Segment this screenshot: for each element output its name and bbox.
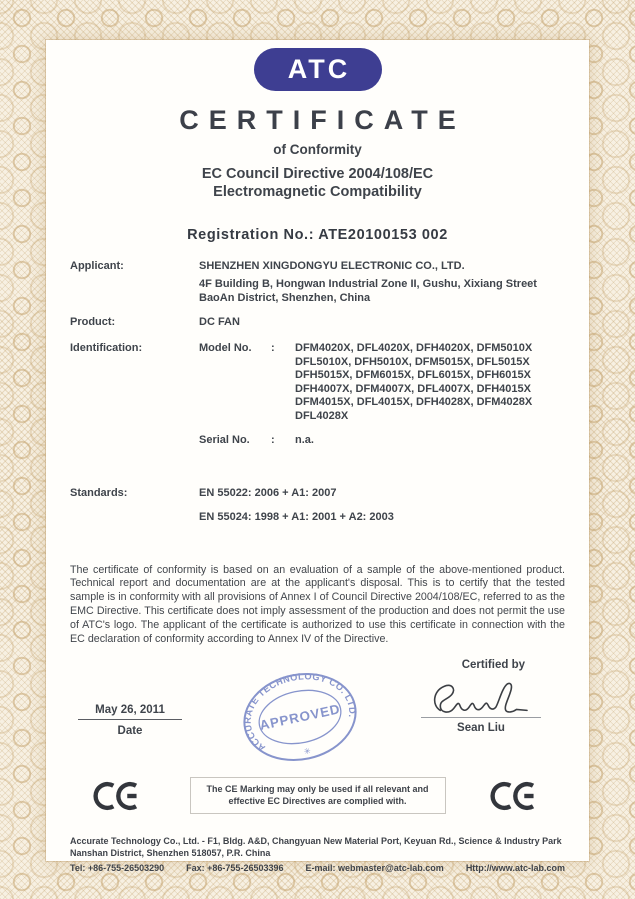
identification-label: Identification: bbox=[70, 342, 143, 354]
stamp-approved-text: APPROVED bbox=[258, 701, 342, 733]
declaration-paragraph: The certificate of conformity is based on an evaluation of a sample of the above-mentioned product. Technical report and documentation are at the applicant's disposal. This is to certify that the tested sample is in conformity with all provisions of Annex I of Council Directive 2004/108/EC, referred to as the EMC Directive. This certificate does not imply assessment of the production and does not permit the use of ATC's logo. The applicant of the certificate is authorized to use this certificate in connection with the EC declaration of conformity according to Annex IV of the Directive. bbox=[70, 563, 565, 646]
identification-value bbox=[199, 342, 565, 446]
applicant-row bbox=[70, 260, 565, 305]
certificate-fields bbox=[70, 260, 565, 523]
model-line: DFH5015X, DFM6015X, DFL6015X, DFH6015X bbox=[295, 369, 531, 382]
applicant-address-line2: BaoAn District, Shenzhen, China bbox=[199, 291, 371, 304]
directive-line: EC Council Directive 2004/108/EC bbox=[201, 166, 434, 182]
issuer-address-line2: Nanshan District, Shenzhen 518057, P.R. China bbox=[70, 847, 271, 858]
signer-name: Sean Liu bbox=[457, 722, 505, 734]
certificate-title: CERTIFICATE bbox=[179, 105, 466, 135]
issuer-address-line1: Accurate Technology Co., Ltd. - F1, Bldg. A&D, Changyuan New Material Port, Keyuan Rd., Science & Industry Park bbox=[70, 836, 562, 846]
certificate-subtitle: of Conformity bbox=[273, 142, 362, 157]
standard-line2: EN 55024: 1998 + A1: 2001 + A2: 2003 bbox=[199, 510, 394, 523]
applicant-name: SHENZHEN XINGDONGYU ELECTRONIC CO., LTD. bbox=[199, 260, 465, 272]
issuer-email: E-mail: webmaster@atc-lab.com bbox=[305, 863, 444, 873]
ce-mark-icon bbox=[489, 780, 543, 812]
serial-label: Serial No. bbox=[199, 433, 250, 446]
applicant-address bbox=[199, 278, 565, 305]
date-underline bbox=[78, 719, 182, 720]
sign-off-zone bbox=[70, 653, 565, 771]
standard-line1: EN 55022: 2006 + A1: 2007 bbox=[199, 486, 337, 499]
model-subrow bbox=[199, 342, 565, 424]
registration-number: Registration No.: ATE20100153 002 bbox=[187, 227, 448, 243]
product-label: Product: bbox=[70, 316, 116, 328]
model-label: Model No. bbox=[199, 342, 252, 354]
model-line: DFL4028X bbox=[295, 409, 349, 422]
issuer-contacts bbox=[70, 863, 565, 873]
standards-label: Standards: bbox=[70, 486, 128, 499]
applicant-value bbox=[199, 260, 565, 305]
model-line: DFM4015X, DFL4015X, DFH4028X, DFM4028X bbox=[295, 396, 533, 409]
applicant-label: Applicant: bbox=[70, 260, 124, 272]
ce-note-line1: The CE Marking may only be used if all relevant and bbox=[206, 784, 429, 794]
ce-row bbox=[70, 777, 565, 814]
signature-underline bbox=[421, 717, 541, 718]
product-value: DC FAN bbox=[199, 316, 240, 328]
applicant-address-line1: 4F Building B, Hongwan Industrial Zone II, Gushu, Xixiang Street bbox=[199, 278, 537, 290]
serial-subrow bbox=[199, 434, 565, 446]
model-line: DFH4007X, DFM4007X, DFL4007X, DFH4015X bbox=[295, 382, 531, 395]
standards-value bbox=[199, 487, 565, 523]
date-label: Date bbox=[117, 725, 143, 737]
standards-row bbox=[70, 487, 565, 523]
issuer-web: Http://www.atc-lab.com bbox=[465, 863, 565, 873]
issuer-footer bbox=[70, 836, 565, 873]
ce-mark-icon bbox=[92, 780, 146, 812]
atc-logo bbox=[254, 48, 382, 91]
certificate-paper bbox=[46, 40, 589, 873]
model-line: DFM4020X, DFL4020X, DFH4020X, DFM5010X bbox=[295, 342, 533, 354]
issuer-fax: Fax: +86-755-26503396 bbox=[186, 863, 284, 873]
approved-stamp bbox=[232, 660, 369, 775]
compatibility-line: Electromagnetic Compatibility bbox=[213, 184, 422, 200]
ce-note-line2: effective EC Directives are complied with. bbox=[228, 796, 407, 806]
date-block bbox=[78, 703, 182, 737]
model-line: DFL5010X, DFH5010X, DFM5015X, DFL5015X bbox=[295, 355, 530, 368]
stamp-star-icon: ✳ bbox=[302, 746, 312, 757]
atc-logo-text: ATC bbox=[287, 54, 351, 84]
signature-block bbox=[421, 675, 541, 734]
date-value: May 26, 2011 bbox=[95, 704, 165, 716]
model-numbers bbox=[295, 342, 532, 424]
identification-row bbox=[70, 342, 565, 446]
certified-by-label: Certified by bbox=[461, 659, 525, 671]
ce-note-box bbox=[190, 777, 446, 814]
signature-icon bbox=[422, 675, 540, 721]
stamp-ring-text: ACCURATE TECHNOLOGY CO. LTD. bbox=[242, 671, 358, 754]
serial-colon: : bbox=[271, 433, 275, 446]
product-row bbox=[70, 316, 565, 328]
serial-value: n.a. bbox=[295, 433, 314, 446]
model-colon: : bbox=[271, 342, 275, 354]
issuer-tel: Tel: +86-755-26503290 bbox=[70, 863, 165, 873]
